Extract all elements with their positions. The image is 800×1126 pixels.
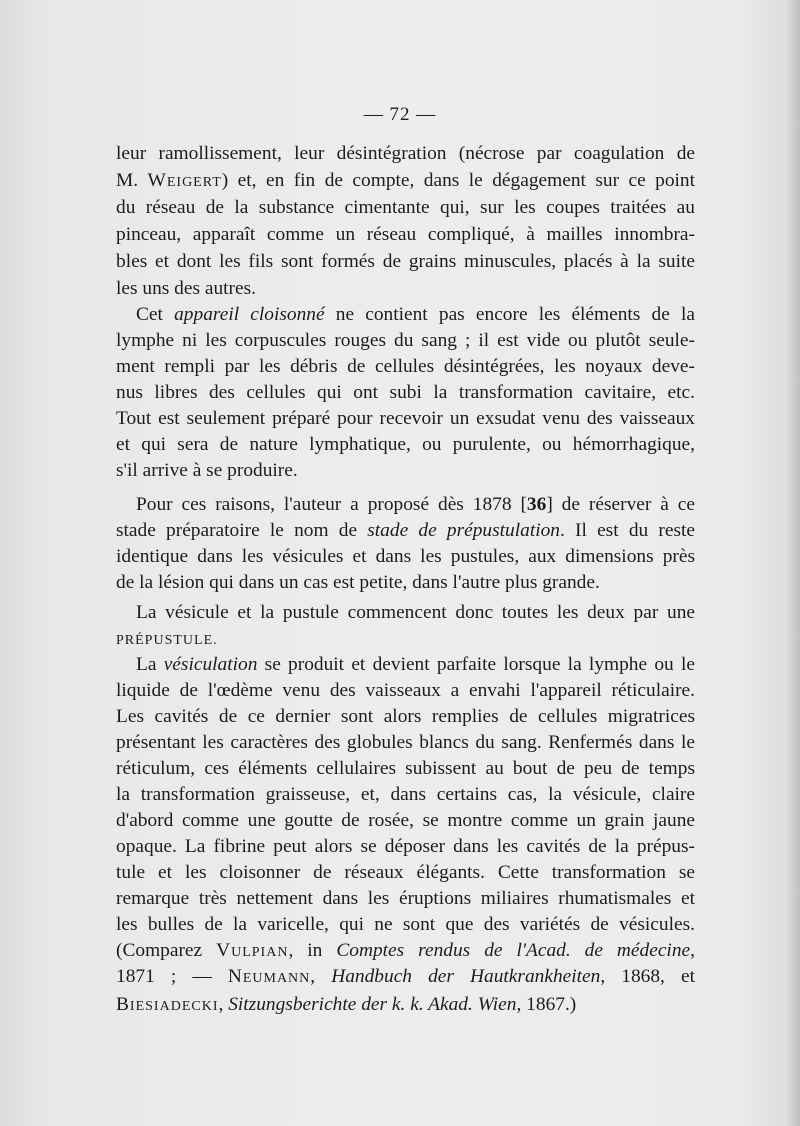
text-segment: , 1868, et: [600, 966, 695, 987]
text-segment: ,: [310, 966, 332, 987]
text-line: la transformation graisseuse, et, dans certains cas, la vésicule, claire: [116, 784, 695, 805]
text-line: leur ramollissement, leur désintégration (nécrose par coagulation de: [116, 143, 695, 164]
text-segment: Vulpian: [216, 940, 289, 961]
text-segment: stade préparatoire le nom de: [116, 520, 368, 541]
text-line: pinceau, apparaît comme un réseau compliqué, à mailles innombra-: [116, 224, 695, 245]
text-line: [136, 492, 695, 518]
text-line: tule et les cloisonner de réseaux élégants. Cette transformation se: [116, 862, 695, 883]
text-line: [116, 964, 695, 990]
text-line: liquide de l'œdème venu des vaisseaux a envahi l'appareil réticulaire.: [116, 680, 695, 701]
text-segment: ) et, en fin de compte, dans le dégagement sur ce point: [221, 170, 695, 191]
text-line: présentant les caractères des globules blancs du sang. Renfermés dans le: [116, 732, 695, 753]
text-segment: M.: [116, 170, 148, 191]
text-line: [116, 992, 695, 1018]
text-line: et qui sera de nature lymphatique, ou purulente, ou hémorrhagique,: [116, 434, 695, 455]
text-line: lymphe ni les corpuscules rouges du sang ; il est vide ou plutôt seule-: [116, 330, 695, 351]
text-segment: . Il est du reste: [560, 520, 695, 541]
text-segment: 36: [526, 494, 547, 515]
text-line: remarque très nettement dans les éruptions miliaires rhumatismales et: [116, 888, 695, 909]
text-line: ment rempli par les débris de cellules désintégrées, les noyaux deve-: [116, 356, 695, 377]
text-segment: Cet: [136, 304, 175, 325]
text-line: les uns des autres.: [116, 278, 257, 299]
text-segment: ] de réserver à ce: [546, 494, 695, 515]
text-segment: Pour ces raisons, l'auteur a proposé dès 1878 [: [136, 494, 527, 515]
text-line: du réseau de la substance cimentante qui, sur les coupes traitées au: [116, 197, 695, 218]
text-segment: , in: [288, 940, 337, 961]
text-line: [116, 938, 695, 964]
text-segment: Handbuch der Hautkrankheiten: [331, 966, 601, 987]
text-segment: , 1867.): [516, 994, 577, 1015]
text-line: La vésicule et la pustule commencent donc toutes les deux par une: [136, 602, 695, 623]
text-segment: Biesiadecki: [116, 994, 219, 1015]
text-line: s'il arrive à se produire.: [116, 460, 298, 481]
text-line: de la lésion qui dans un cas est petite, dans l'autre plus grande.: [116, 572, 600, 593]
text-line: [136, 652, 695, 678]
text-line: opaque. La fibrine peut alors se déposer dans les cavités de la prépus-: [116, 836, 695, 857]
text-line: [116, 518, 695, 544]
text-segment: ,: [690, 940, 695, 961]
text-segment: (Comparez: [116, 940, 217, 961]
text-line: identique dans les vésicules et dans les pustules, aux dimensions près: [116, 546, 695, 567]
text-line: Tout est seulement préparé pour recevoir un exsudat venu des vaisseaux: [116, 408, 695, 429]
text-segment: Comptes rendus de l'Acad. de médecine: [336, 940, 691, 961]
text-segment: PRÉPUSTULE.: [116, 633, 218, 648]
text-segment: ne contient pas encore les éléments de la: [324, 304, 695, 325]
text-line: [136, 302, 695, 328]
page-edge-shadow: [786, 0, 800, 1126]
text-line: Les cavités de ce dernier sont alors remplies de cellules migratrices: [116, 706, 695, 727]
text-segment: Sitzungsberichte der k. k. Akad. Wien: [228, 994, 517, 1015]
text-segment: stade de prépustulation: [367, 520, 560, 541]
text-segment: Neumann: [227, 966, 311, 987]
text-line: bles et dont les fils sont formés de grains minuscules, placés à la suite: [116, 251, 695, 272]
text-segment: La: [136, 654, 164, 675]
text-line: d'abord comme une goutte de rosée, se montre comme un grain jaune: [116, 810, 695, 831]
text-segment: 1871 ; —: [116, 966, 228, 987]
text-segment: Weigert: [147, 170, 222, 191]
text-line: réticulum, ces éléments cellulaires subissent au bout de peu de temps: [116, 758, 695, 779]
page-number: — 72 —: [363, 104, 437, 125]
text-line: les bulles de la varicelle, qui ne sont que des variétés de vésicules.: [116, 914, 695, 935]
text-line: nus libres des cellules qui ont subi la transformation cavitaire, etc.: [116, 382, 695, 403]
text-line: [116, 626, 695, 652]
text-line: [116, 168, 695, 194]
text-segment: appareil cloisonné: [174, 304, 325, 325]
text-segment: se produit et devient parfaite lorsque la lymphe ou le: [257, 654, 695, 675]
text-segment: ,: [218, 994, 229, 1015]
text-segment: vésiculation: [163, 654, 258, 675]
